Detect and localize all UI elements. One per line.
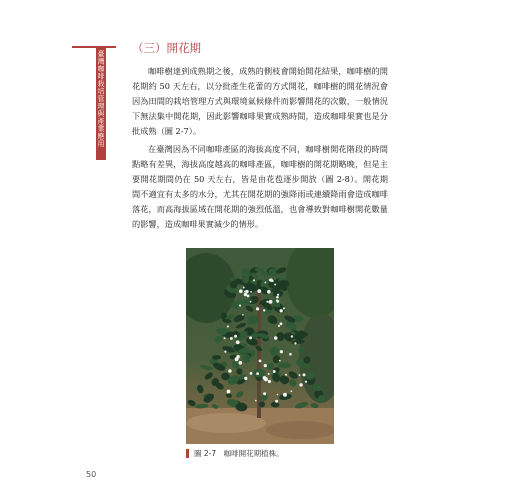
body-paragraph-1: 咖啡樹達到成熟期之後，成熟的側枝會開始開花結果，咖啡樹的開花期約 50 天左右，以分批產生花蕾的方式開花，咖啡樹的開花情況會因為田間的栽培管理方式與環境氣候條件而影響開花的次數，一般情況下無法集中開花期，因此影響咖啡果實成熟時間，造成咖啡果實也是分批成熟（圖 2-7）。 [132, 66, 388, 136]
side-rule [72, 46, 116, 48]
figure-caption: 圖 2-7 咖啡開花期植株。 [194, 449, 284, 458]
caption-marker [186, 449, 189, 458]
coffee-plant-photo [186, 248, 334, 444]
section-heading: （三）開花期 [132, 41, 201, 55]
page-number: 50 [86, 470, 97, 479]
body-paragraph-2: 在臺灣因為不同咖啡產區的海拔高度不同，咖啡樹開花階段的時間點略有差異，海拔高度越高的咖啡產區，咖啡樹的開花期略晚，但是主要開花期間仍在 50 天左右，皆是由花苞逐步開放（圖 2-8）。開花期間不適宜有太多的水分，尤其在開花期的強降雨或連續降雨會造成咖啡落花，而高海拔區域在開花期的強烈低溫，也會導致對咖啡樹開花數量的影響，造成咖啡果實減少的情形。 [132, 144, 388, 229]
side-tab-label: 臺灣咖啡栽培管理與產業應用 [97, 50, 105, 148]
